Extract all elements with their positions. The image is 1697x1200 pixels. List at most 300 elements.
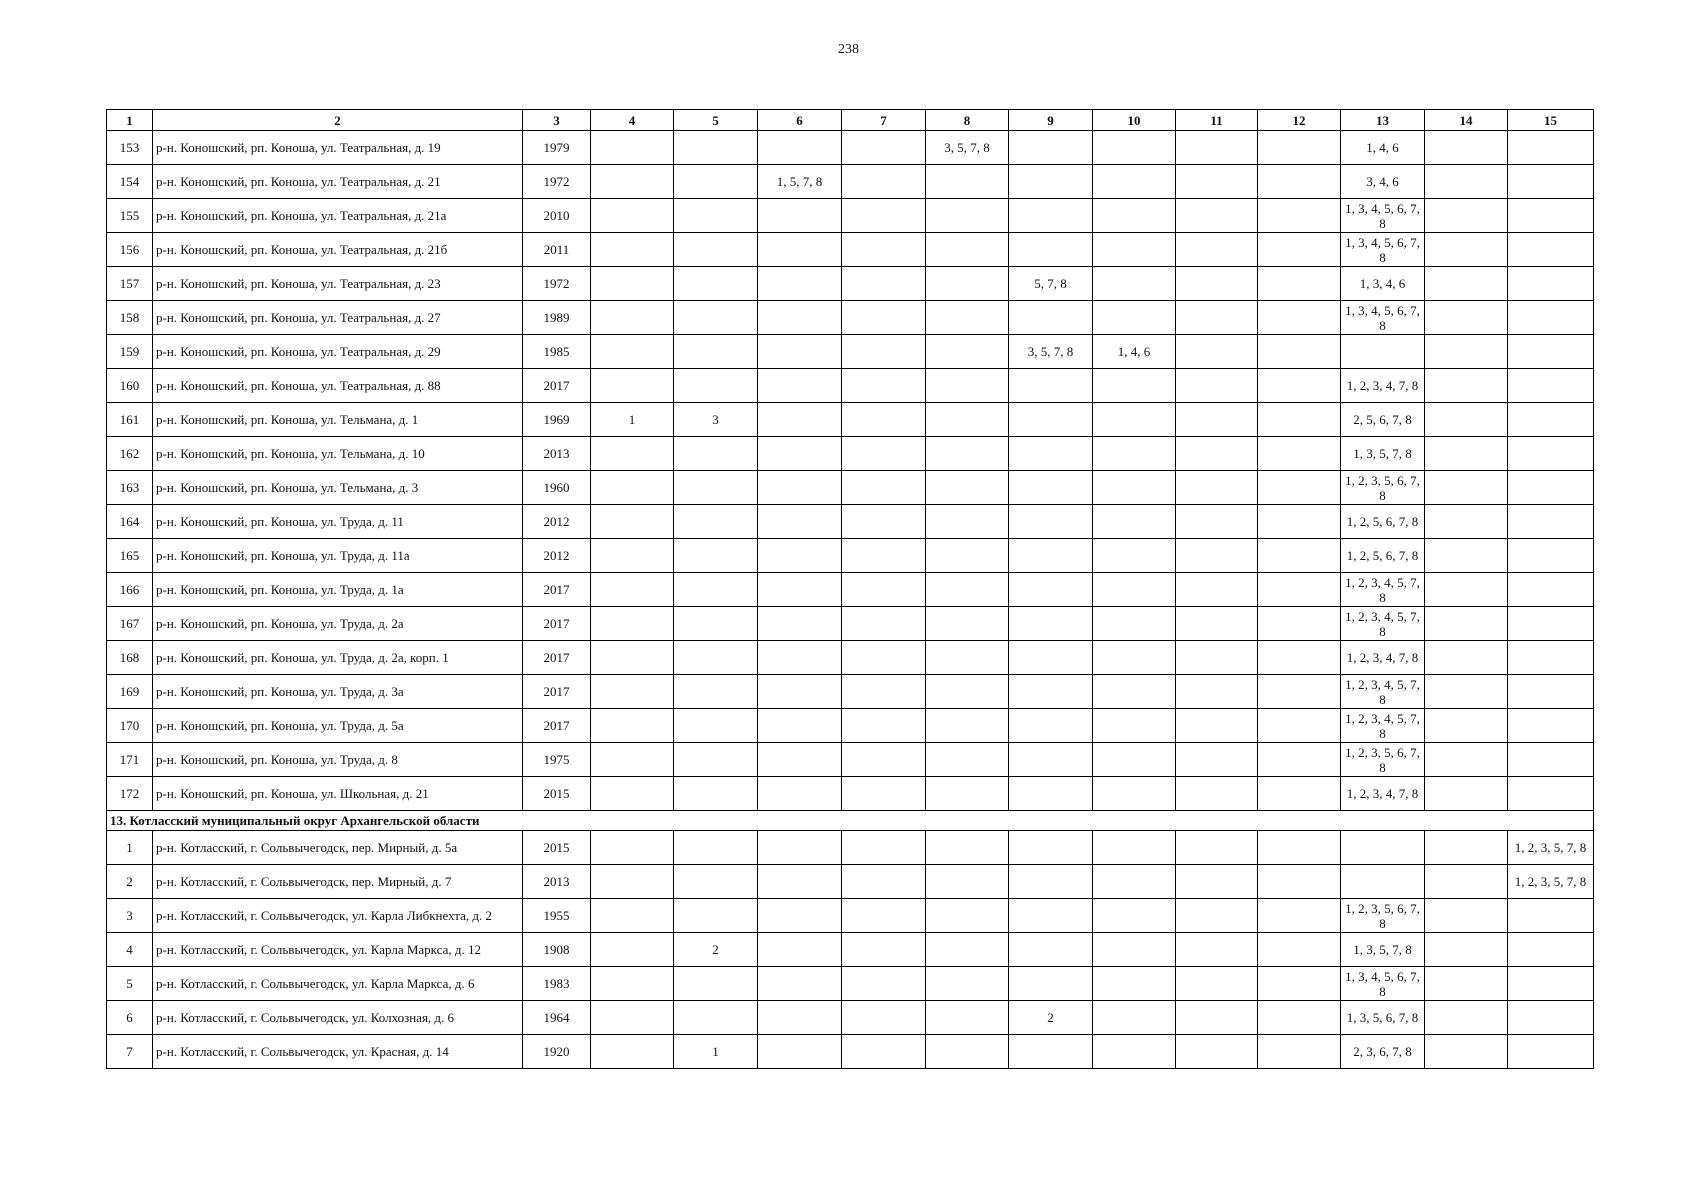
cell-c5 (674, 641, 758, 675)
cell-c12 (1258, 539, 1341, 573)
cell-addr: р-н. Котласский, г. Сольвычегодск, ул. Карла Маркса, д. 12 (153, 933, 523, 967)
cell-c14 (1425, 1035, 1508, 1069)
cell-c5 (674, 437, 758, 471)
cell-c14 (1425, 505, 1508, 539)
cell-c11 (1176, 267, 1258, 301)
cell-c11 (1176, 1001, 1258, 1035)
cell-c5 (674, 1001, 758, 1035)
cell-c4 (591, 471, 674, 505)
cell-c10 (1093, 131, 1176, 165)
cell-c15 (1508, 131, 1594, 165)
cell-c11 (1176, 709, 1258, 743)
table-row (107, 233, 1594, 267)
cell-n: 167 (107, 607, 153, 641)
cell-c14 (1425, 831, 1508, 865)
cell-c7 (842, 403, 926, 437)
cell-n: 158 (107, 301, 153, 335)
cell-c7 (842, 369, 926, 403)
table-row (107, 777, 1594, 811)
cell-year: 2010 (523, 199, 591, 233)
cell-c12 (1258, 899, 1341, 933)
cell-c14 (1425, 131, 1508, 165)
cell-c6 (758, 743, 842, 777)
cell-c12 (1258, 675, 1341, 709)
cell-c8 (926, 607, 1009, 641)
cell-c15 (1508, 267, 1594, 301)
cell-c5 (674, 471, 758, 505)
cell-c9 (1009, 933, 1093, 967)
cell-c4 (591, 369, 674, 403)
cell-c14 (1425, 369, 1508, 403)
cell-c5: 2 (674, 933, 758, 967)
cell-c12 (1258, 165, 1341, 199)
cell-c8 (926, 573, 1009, 607)
cell-c6 (758, 607, 842, 641)
cell-c5 (674, 233, 758, 267)
cell-year: 2017 (523, 573, 591, 607)
cell-year: 1920 (523, 1035, 591, 1069)
cell-c5 (674, 899, 758, 933)
cell-c11 (1176, 607, 1258, 641)
cell-c6 (758, 641, 842, 675)
cell-c4 (591, 199, 674, 233)
col-header: 6 (758, 110, 842, 131)
cell-c4 (591, 233, 674, 267)
cell-c15 (1508, 641, 1594, 675)
cell-addr: р-н. Котласский, г. Сольвычегодск, пер. Мирный, д. 5а (153, 831, 523, 865)
cell-c9 (1009, 471, 1093, 505)
cell-c8 (926, 641, 1009, 675)
cell-year: 1960 (523, 471, 591, 505)
cell-year: 2013 (523, 865, 591, 899)
cell-year: 2012 (523, 505, 591, 539)
cell-c13: 1, 2, 3, 4, 7, 8 (1341, 641, 1425, 675)
cell-c15 (1508, 1035, 1594, 1069)
cell-c10 (1093, 1035, 1176, 1069)
cell-addr: р-н. Коношский, рп. Коноша, ул. Театральная, д. 21б (153, 233, 523, 267)
cell-addr: р-н. Коношский, рп. Коноша, ул. Тельмана, д. 10 (153, 437, 523, 471)
cell-c8 (926, 267, 1009, 301)
cell-year: 2017 (523, 675, 591, 709)
cell-c4 (591, 539, 674, 573)
cell-year: 1979 (523, 131, 591, 165)
cell-year: 2017 (523, 641, 591, 675)
cell-addr: р-н. Коношский, рп. Коноша, ул. Труда, д. 8 (153, 743, 523, 777)
cell-c9 (1009, 675, 1093, 709)
cell-c12 (1258, 865, 1341, 899)
cell-c14 (1425, 267, 1508, 301)
cell-c5 (674, 335, 758, 369)
cell-addr: р-н. Коношский, рп. Коноша, ул. Труда, д. 11а (153, 539, 523, 573)
cell-c13: 1, 2, 5, 6, 7, 8 (1341, 505, 1425, 539)
cell-c12 (1258, 335, 1341, 369)
cell-c11 (1176, 437, 1258, 471)
cell-n: 166 (107, 573, 153, 607)
cell-c10 (1093, 675, 1176, 709)
cell-c12 (1258, 607, 1341, 641)
cell-c13: 3, 4, 6 (1341, 165, 1425, 199)
cell-c14 (1425, 709, 1508, 743)
cell-c9: 5, 7, 8 (1009, 267, 1093, 301)
cell-c7 (842, 831, 926, 865)
cell-c10 (1093, 539, 1176, 573)
cell-c6 (758, 865, 842, 899)
cell-n: 3 (107, 899, 153, 933)
cell-c14 (1425, 1001, 1508, 1035)
cell-c12 (1258, 709, 1341, 743)
cell-c13: 1, 2, 5, 6, 7, 8 (1341, 539, 1425, 573)
cell-c8 (926, 1001, 1009, 1035)
cell-c12 (1258, 505, 1341, 539)
cell-c15 (1508, 675, 1594, 709)
cell-c10 (1093, 471, 1176, 505)
cell-c12 (1258, 301, 1341, 335)
cell-c10 (1093, 505, 1176, 539)
cell-c12 (1258, 967, 1341, 1001)
cell-c8 (926, 301, 1009, 335)
page-number: 238 (838, 42, 859, 57)
cell-c4 (591, 607, 674, 641)
cell-n: 159 (107, 335, 153, 369)
cell-c15 (1508, 709, 1594, 743)
cell-c5 (674, 539, 758, 573)
cell-c7 (842, 539, 926, 573)
cell-c11 (1176, 1035, 1258, 1069)
section-row (107, 811, 1594, 831)
cell-n: 160 (107, 369, 153, 403)
table-row (107, 301, 1594, 335)
cell-c4 (591, 573, 674, 607)
cell-addr: р-н. Коношский, рп. Коноша, ул. Тельмана, д. 3 (153, 471, 523, 505)
cell-year: 1908 (523, 933, 591, 967)
cell-year: 2017 (523, 369, 591, 403)
cell-c7 (842, 267, 926, 301)
table-row (107, 335, 1594, 369)
cell-n: 162 (107, 437, 153, 471)
cell-c8 (926, 1035, 1009, 1069)
cell-c10 (1093, 899, 1176, 933)
cell-c10 (1093, 437, 1176, 471)
cell-c8 (926, 777, 1009, 811)
cell-c7 (842, 471, 926, 505)
cell-c8 (926, 233, 1009, 267)
cell-c7 (842, 1035, 926, 1069)
cell-c5: 1 (674, 1035, 758, 1069)
section-title: 13. Котласский муниципальный округ Архангельской области (107, 811, 1594, 831)
cell-c14 (1425, 301, 1508, 335)
cell-c13: 1, 2, 3, 4, 5, 7, 8 (1341, 607, 1425, 641)
cell-c14 (1425, 165, 1508, 199)
cell-n: 170 (107, 709, 153, 743)
cell-c7 (842, 641, 926, 675)
cell-c12 (1258, 743, 1341, 777)
cell-c7 (842, 709, 926, 743)
col-header: 5 (674, 110, 758, 131)
cell-c6 (758, 131, 842, 165)
cell-c7 (842, 301, 926, 335)
cell-c5: 3 (674, 403, 758, 437)
cell-c7 (842, 335, 926, 369)
cell-c13: 1, 3, 4, 5, 6, 7, 8 (1341, 301, 1425, 335)
cell-c6: 1, 5, 7, 8 (758, 165, 842, 199)
table-row (107, 199, 1594, 233)
table-row (107, 607, 1594, 641)
cell-c12 (1258, 1001, 1341, 1035)
cell-c10 (1093, 369, 1176, 403)
table-row (107, 165, 1594, 199)
cell-c14 (1425, 899, 1508, 933)
cell-c4 (591, 831, 674, 865)
cell-c13: 1, 3, 4, 6 (1341, 267, 1425, 301)
cell-c7 (842, 899, 926, 933)
cell-c10 (1093, 267, 1176, 301)
cell-n: 4 (107, 933, 153, 967)
cell-c14 (1425, 675, 1508, 709)
cell-year: 1989 (523, 301, 591, 335)
cell-c4 (591, 641, 674, 675)
cell-c6 (758, 437, 842, 471)
cell-c11 (1176, 967, 1258, 1001)
cell-year: 1969 (523, 403, 591, 437)
cell-addr: р-н. Коношский, рп. Коноша, ул. Театральная, д. 27 (153, 301, 523, 335)
col-header: 3 (523, 110, 591, 131)
table-row (107, 743, 1594, 777)
cell-year: 1985 (523, 335, 591, 369)
cell-n: 171 (107, 743, 153, 777)
cell-c5 (674, 505, 758, 539)
cell-c7 (842, 573, 926, 607)
cell-c7 (842, 967, 926, 1001)
cell-addr: р-н. Коношский, рп. Коноша, ул. Труда, д. 1а (153, 573, 523, 607)
cell-n: 154 (107, 165, 153, 199)
cell-c8 (926, 539, 1009, 573)
cell-n: 168 (107, 641, 153, 675)
cell-year: 1983 (523, 967, 591, 1001)
cell-c15: 1, 2, 3, 5, 7, 8 (1508, 865, 1594, 899)
cell-c6 (758, 471, 842, 505)
cell-c9 (1009, 199, 1093, 233)
cell-c10 (1093, 199, 1176, 233)
cell-c4 (591, 437, 674, 471)
cell-c10 (1093, 777, 1176, 811)
cell-c4 (591, 1035, 674, 1069)
cell-addr: р-н. Коношский, рп. Коноша, ул. Театральная, д. 21а (153, 199, 523, 233)
cell-c14 (1425, 607, 1508, 641)
cell-c12 (1258, 933, 1341, 967)
table-row (107, 573, 1594, 607)
cell-c7 (842, 607, 926, 641)
cell-addr: р-н. Коношский, рп. Коноша, ул. Труда, д. 11 (153, 505, 523, 539)
cell-n: 164 (107, 505, 153, 539)
cell-c14 (1425, 403, 1508, 437)
cell-c13: 1, 3, 5, 7, 8 (1341, 437, 1425, 471)
cell-c10 (1093, 967, 1176, 1001)
cell-addr: р-н. Коношский, рп. Коноша, ул. Театральная, д. 88 (153, 369, 523, 403)
cell-c13: 1, 4, 6 (1341, 131, 1425, 165)
cell-year: 2013 (523, 437, 591, 471)
cell-c5 (674, 573, 758, 607)
cell-c11 (1176, 641, 1258, 675)
cell-addr: р-н. Котласский, г. Сольвычегодск, ул. Колхозная, д. 6 (153, 1001, 523, 1035)
cell-n: 7 (107, 1035, 153, 1069)
cell-c15 (1508, 743, 1594, 777)
cell-c15 (1508, 437, 1594, 471)
cell-c7 (842, 777, 926, 811)
cell-c7 (842, 1001, 926, 1035)
cell-c11 (1176, 899, 1258, 933)
cell-n: 2 (107, 865, 153, 899)
col-header: 9 (1009, 110, 1093, 131)
cell-c6 (758, 539, 842, 573)
cell-n: 155 (107, 199, 153, 233)
cell-c12 (1258, 369, 1341, 403)
cell-c14 (1425, 199, 1508, 233)
cell-c5 (674, 267, 758, 301)
cell-c9 (1009, 743, 1093, 777)
cell-addr: р-н. Коношский, рп. Коноша, ул. Труда, д. 3а (153, 675, 523, 709)
cell-c12 (1258, 437, 1341, 471)
cell-n: 157 (107, 267, 153, 301)
cell-c6 (758, 899, 842, 933)
cell-c14 (1425, 743, 1508, 777)
cell-c7 (842, 233, 926, 267)
cell-addr: р-н. Коношский, рп. Коноша, ул. Труда, д. 2а (153, 607, 523, 641)
cell-c13: 2, 3, 6, 7, 8 (1341, 1035, 1425, 1069)
cell-c15 (1508, 899, 1594, 933)
cell-c11 (1176, 233, 1258, 267)
cell-c9 (1009, 437, 1093, 471)
cell-n: 161 (107, 403, 153, 437)
cell-c15 (1508, 369, 1594, 403)
cell-c11 (1176, 403, 1258, 437)
cell-c9 (1009, 641, 1093, 675)
table-row (107, 967, 1594, 1001)
cell-year: 1955 (523, 899, 591, 933)
cell-c5 (674, 301, 758, 335)
cell-n: 165 (107, 539, 153, 573)
cell-year: 2011 (523, 233, 591, 267)
cell-c4 (591, 865, 674, 899)
cell-c11 (1176, 335, 1258, 369)
cell-c15 (1508, 335, 1594, 369)
cell-c7 (842, 865, 926, 899)
cell-c8 (926, 899, 1009, 933)
cell-c8 (926, 865, 1009, 899)
cell-c14 (1425, 967, 1508, 1001)
cell-c9 (1009, 573, 1093, 607)
table-row (107, 403, 1594, 437)
cell-c7 (842, 675, 926, 709)
cell-c15 (1508, 1001, 1594, 1035)
cell-c4 (591, 1001, 674, 1035)
cell-c11 (1176, 199, 1258, 233)
register-table (106, 109, 1594, 1069)
table-row (107, 505, 1594, 539)
cell-c14 (1425, 865, 1508, 899)
cell-c5 (674, 709, 758, 743)
cell-c5 (674, 675, 758, 709)
cell-c14 (1425, 539, 1508, 573)
cell-c11 (1176, 933, 1258, 967)
cell-c13 (1341, 865, 1425, 899)
col-header: 8 (926, 110, 1009, 131)
cell-c10 (1093, 865, 1176, 899)
cell-n: 156 (107, 233, 153, 267)
cell-c7 (842, 165, 926, 199)
cell-c6 (758, 709, 842, 743)
cell-c4 (591, 743, 674, 777)
table-row (107, 933, 1594, 967)
cell-addr: р-н. Коношский, рп. Коноша, ул. Театральная, д. 23 (153, 267, 523, 301)
cell-c8 (926, 505, 1009, 539)
cell-addr: р-н. Коношский, рп. Коноша, ул. Труда, д. 2а, корп. 1 (153, 641, 523, 675)
cell-c7 (842, 505, 926, 539)
cell-c8 (926, 403, 1009, 437)
cell-c4 (591, 899, 674, 933)
cell-year: 2017 (523, 709, 591, 743)
cell-c13 (1341, 831, 1425, 865)
table-row (107, 865, 1594, 899)
cell-c6 (758, 777, 842, 811)
cell-c11 (1176, 831, 1258, 865)
cell-c9 (1009, 505, 1093, 539)
cell-c5 (674, 199, 758, 233)
table-row (107, 471, 1594, 505)
cell-addr: р-н. Коношский, рп. Коноша, ул. Театральная, д. 19 (153, 131, 523, 165)
cell-c8 (926, 369, 1009, 403)
cell-c12 (1258, 831, 1341, 865)
cell-c4 (591, 675, 674, 709)
cell-c8 (926, 335, 1009, 369)
cell-c7 (842, 437, 926, 471)
cell-n: 169 (107, 675, 153, 709)
cell-year: 2015 (523, 831, 591, 865)
cell-addr: р-н. Котласский, г. Сольвычегодск, ул. Карла Либкнехта, д. 2 (153, 899, 523, 933)
cell-c4 (591, 933, 674, 967)
cell-c10 (1093, 607, 1176, 641)
cell-c9 (1009, 967, 1093, 1001)
col-header: 10 (1093, 110, 1176, 131)
cell-c5 (674, 777, 758, 811)
table-row (107, 131, 1594, 165)
cell-c8: 3, 5, 7, 8 (926, 131, 1009, 165)
table-row (107, 709, 1594, 743)
cell-c13: 1, 2, 3, 4, 5, 7, 8 (1341, 675, 1425, 709)
cell-addr: р-н. Коношский, рп. Коноша, ул. Школьная, д. 21 (153, 777, 523, 811)
cell-c8 (926, 165, 1009, 199)
cell-c10 (1093, 1001, 1176, 1035)
cell-c14 (1425, 437, 1508, 471)
cell-c11 (1176, 539, 1258, 573)
cell-year: 2015 (523, 777, 591, 811)
cell-c11 (1176, 777, 1258, 811)
cell-c5 (674, 165, 758, 199)
cell-c9 (1009, 865, 1093, 899)
cell-addr: р-н. Коношский, рп. Коноша, ул. Тельмана, д. 1 (153, 403, 523, 437)
cell-c12 (1258, 233, 1341, 267)
cell-c9 (1009, 369, 1093, 403)
cell-c9 (1009, 1035, 1093, 1069)
cell-c7 (842, 131, 926, 165)
cell-c6 (758, 369, 842, 403)
cell-c4 (591, 131, 674, 165)
cell-c11 (1176, 131, 1258, 165)
cell-c8 (926, 471, 1009, 505)
cell-c8 (926, 709, 1009, 743)
cell-n: 172 (107, 777, 153, 811)
cell-c15 (1508, 967, 1594, 1001)
cell-c11 (1176, 369, 1258, 403)
